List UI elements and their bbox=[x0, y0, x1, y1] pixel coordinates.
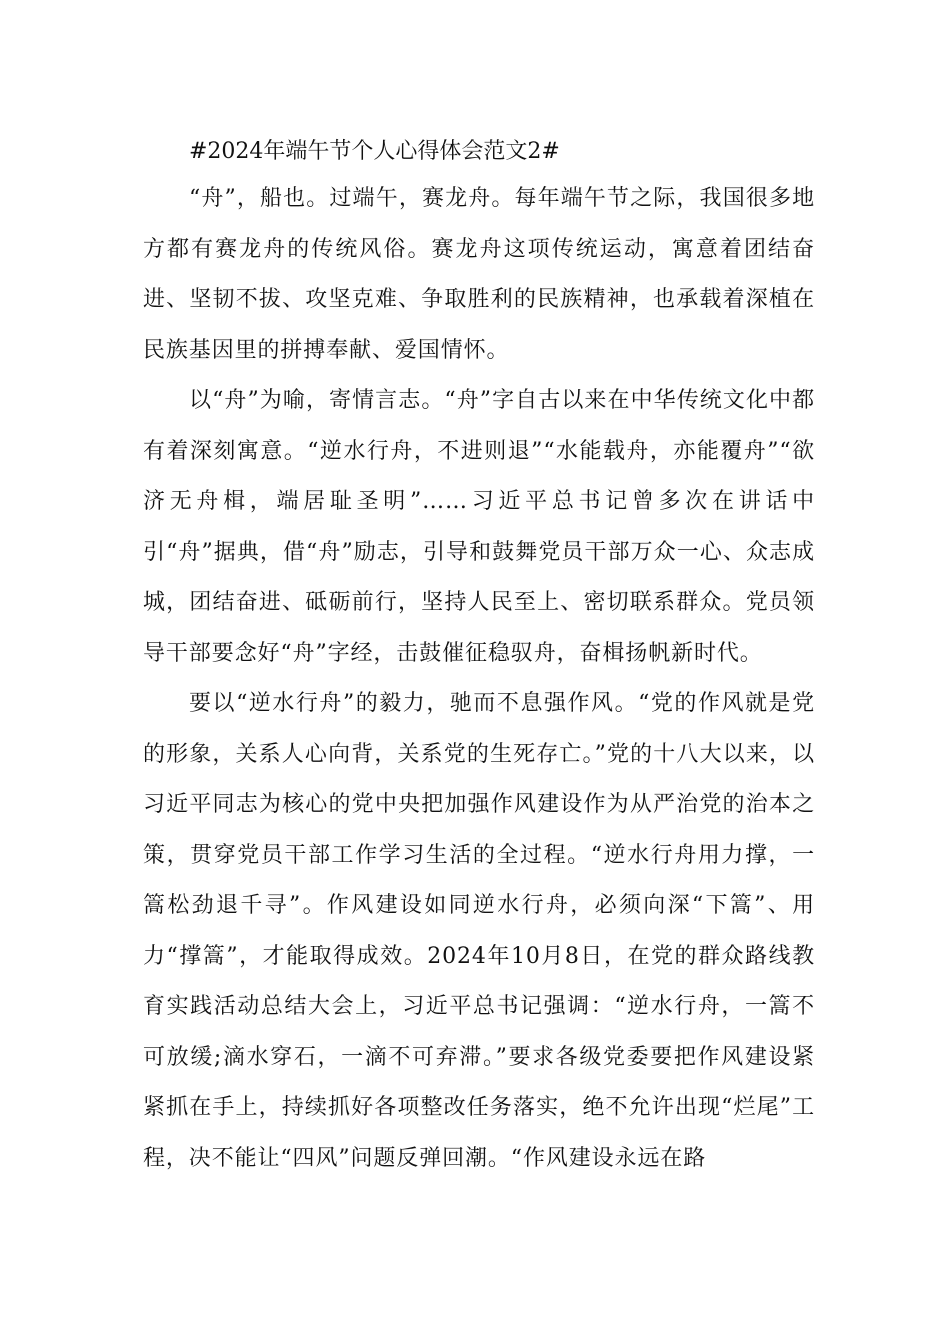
document-title: #2024年端午节个人心得体会范文2# bbox=[189, 139, 560, 164]
paragraph-dragon-boat-intro: “舟”，船也。过端午，赛龙舟。每年端午节之际，我国很多地方都有赛龙舟的传统风俗。赛龙舟这项传统运动，寓意着团结奋进、坚韧不拔、攻坚克难、争取胜利的民族精神，也承载着深植在民族基因里的拼搏奉献、爱国情怀。 bbox=[143, 186, 815, 363]
paragraph-boat-metaphor: 以“舟”为喻，寄情言志。“舟”字自古以来在中华传统文化中都有着深刻寓意。“逆水行舟，不进则退”“水能载舟，亦能覆舟”“欲济无舟楫，端居耻圣明”……习近平总书记曾多次在讲话中引“舟”据典，借“舟”励志，引导和鼓舞党员干部万众一心、众志成城，团结奋进、砥砺前行，坚持人民至上、密切联系群众。党员领导干部要念好“舟”字经，击鼓催征稳驭舟，奋楫扬帆新时代。 bbox=[143, 388, 815, 666]
document-body bbox=[143, 174, 815, 1184]
paragraph-work-style: 要以“逆水行舟”的毅力，驰而不息强作风。“党的作风就是党的形象，关系人心向背，关系党的生死存亡。”党的十八大以来，以习近平同志为核心的党中央把加强作风建设作为从严治党的治本之策，贯穿党员干部工作学习生活的全过程。“逆水行舟用力撑，一篙松劲退千寻”。作风建设如同逆水行舟，必须向深“下篙”、用力“撑篙”，才能取得成效。2024年10月8日，在党的群众路线教育实践活动总结大会上，习近平总书记强调：“逆水行舟，一篙不可放缓;滴水穿石，一滴不可弃滞。”要求各级党委要把作风建设紧紧抓在手上，持续抓好各项整改任务落实，绝不允许出现“烂尾”工程，决不能让“四风”问题反弹回潮。“作风建设永远在路 bbox=[143, 691, 815, 1171]
